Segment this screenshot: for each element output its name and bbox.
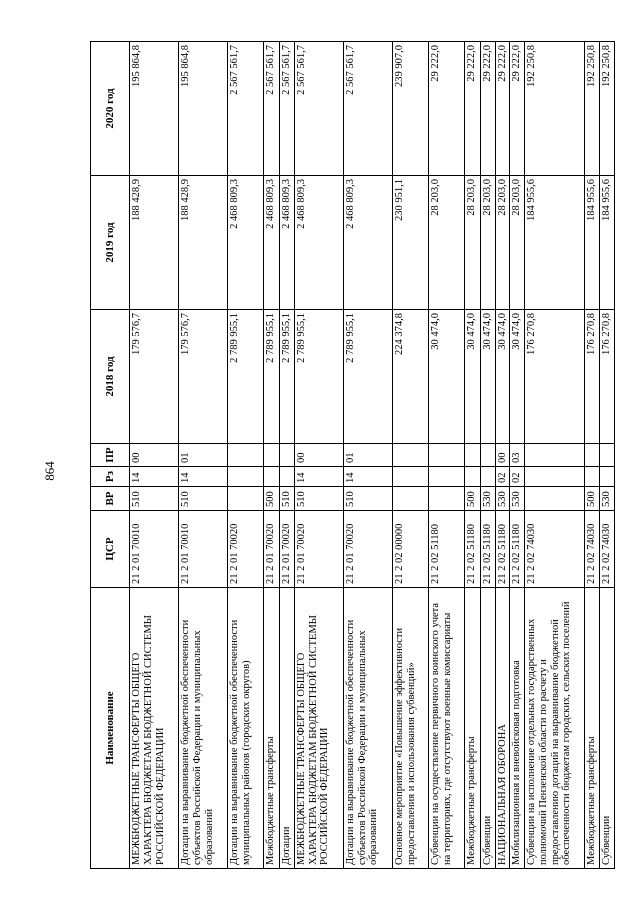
cell-pr: 00	[130, 444, 179, 467]
cell-2019: 2 468 809,3	[280, 176, 295, 310]
cell-vr: 500	[264, 487, 280, 511]
cell-vr: 530	[480, 487, 495, 511]
cell-pr: 01	[179, 444, 228, 467]
cell-2019: 230 951,1	[392, 176, 428, 310]
table-row	[428, 42, 464, 869]
cell-csr: 21 2 01 70020	[264, 511, 280, 588]
cell-vr: 500	[464, 487, 480, 511]
cell-pr	[599, 444, 614, 467]
cell-name: НАЦИОНАЛЬНАЯ ОБОРОНА	[495, 588, 510, 869]
cell-rz	[480, 467, 495, 487]
cell-2020: 29 222,0	[428, 42, 464, 176]
cell-pr: 00	[294, 444, 343, 467]
cell-csr: 21 2 01 70020	[294, 511, 343, 588]
cell-vr: 530	[495, 487, 510, 511]
cell-csr: 21 2 01 70020	[280, 511, 295, 588]
cell-csr: 21 2 02 00000	[392, 511, 428, 588]
cell-2018: 2 789 955,1	[228, 310, 264, 444]
cell-name: Дотации на выравнивание бюджетной обеспеченности муниципальных районов (городских округов)	[228, 588, 264, 869]
table-row	[280, 42, 295, 869]
cell-2019: 28 203,0	[510, 176, 525, 310]
cell-name: Субвенции на осуществление первичного воинского учета на территориях, где отсутствуют военные комиссариаты	[428, 588, 464, 869]
cell-2019: 28 203,0	[480, 176, 495, 310]
cell-2020: 2 567 561,7	[294, 42, 343, 176]
cell-2018: 30 474,0	[464, 310, 480, 444]
cell-csr: 21 2 02 51180	[428, 511, 464, 588]
cell-2020: 192 250,8	[599, 42, 614, 176]
cell-2018: 2 789 955,1	[280, 310, 295, 444]
cell-csr: 21 2 02 51180	[510, 511, 525, 588]
cell-name: Основное мероприятие «Повышение эффективности предоставления и использования субвенций»	[392, 588, 428, 869]
header-2019: 2019 год	[91, 176, 130, 310]
cell-csr: 21 2 02 74030	[599, 511, 614, 588]
table-row	[294, 42, 343, 869]
cell-csr: 21 2 02 51180	[495, 511, 510, 588]
cell-csr: 21 2 02 51180	[480, 511, 495, 588]
cell-pr	[480, 444, 495, 467]
cell-rz	[525, 467, 585, 487]
header-2020: 2020 год	[91, 42, 130, 176]
cell-csr: 21 2 02 51180	[464, 511, 480, 588]
budget-table	[90, 41, 615, 869]
cell-2019: 2 468 809,3	[264, 176, 280, 310]
table-viewport	[90, 42, 612, 869]
header-csr: ЦСР	[91, 511, 130, 588]
table-body	[130, 42, 615, 869]
cell-pr: 00	[495, 444, 510, 467]
cell-rz	[428, 467, 464, 487]
cell-vr	[525, 487, 585, 511]
cell-2020: 29 222,0	[464, 42, 480, 176]
cell-2020: 192 250,8	[585, 42, 600, 176]
cell-rz: 02	[510, 467, 525, 487]
cell-rz: 14	[343, 467, 392, 487]
cell-2018: 30 474,0	[480, 310, 495, 444]
cell-2019: 2 468 809,3	[228, 176, 264, 310]
table-row	[480, 42, 495, 869]
cell-2020: 195 864,8	[130, 42, 179, 176]
cell-2020: 2 567 561,7	[264, 42, 280, 176]
cell-2019: 28 203,0	[495, 176, 510, 310]
cell-pr	[280, 444, 295, 467]
table-row	[179, 42, 228, 869]
cell-name: Дотации	[280, 588, 295, 869]
cell-2018: 179 576,7	[130, 310, 179, 444]
cell-2020: 29 222,0	[480, 42, 495, 176]
cell-2018: 176 270,8	[585, 310, 600, 444]
cell-vr: 500	[585, 487, 600, 511]
cell-2018: 2 789 955,1	[264, 310, 280, 444]
table-row	[228, 42, 264, 869]
cell-2020: 2 567 561,7	[343, 42, 392, 176]
cell-pr	[228, 444, 264, 467]
cell-pr	[428, 444, 464, 467]
cell-vr: 510	[294, 487, 343, 511]
cell-rz	[280, 467, 295, 487]
cell-rz: 14	[294, 467, 343, 487]
cell-2019: 2 468 809,3	[343, 176, 392, 310]
cell-2019: 184 955,6	[599, 176, 614, 310]
cell-2018: 179 576,7	[179, 310, 228, 444]
header-rz: Рз	[91, 467, 130, 487]
cell-2019: 188 428,9	[130, 176, 179, 310]
table-row	[464, 42, 480, 869]
cell-vr: 530	[599, 487, 614, 511]
cell-vr: 530	[510, 487, 525, 511]
cell-name: Субвенции на исполнение отдельных государственных полномочий Пензенской области по расчету и предоставлению дотаций на выравнивание бюджетной обеспеченности бюджетам городских, сельских поселений	[525, 588, 585, 869]
cell-2018: 176 270,8	[599, 310, 614, 444]
cell-pr: 01	[343, 444, 392, 467]
cell-rz: 14	[130, 467, 179, 487]
cell-2020: 192 250,8	[525, 42, 585, 176]
cell-2020: 2 567 561,7	[280, 42, 295, 176]
cell-csr: 21 2 01 70010	[179, 511, 228, 588]
cell-csr: 21 2 01 70010	[130, 511, 179, 588]
cell-pr	[264, 444, 280, 467]
cell-2018: 30 474,0	[510, 310, 525, 444]
cell-2018: 30 474,0	[428, 310, 464, 444]
header-row	[91, 42, 130, 869]
cell-2020: 29 222,0	[510, 42, 525, 176]
header-2018: 2018 год	[91, 310, 130, 444]
cell-rz: 14	[179, 467, 228, 487]
table-row	[585, 42, 600, 869]
cell-name: Мобилизационная и вневойсковая подготовка	[510, 588, 525, 869]
header-name: Наименование	[91, 588, 130, 869]
cell-pr	[525, 444, 585, 467]
cell-rz	[599, 467, 614, 487]
rotated-table-container	[90, 42, 612, 869]
cell-2018: 2 789 955,1	[294, 310, 343, 444]
table-row	[495, 42, 510, 869]
table-row	[264, 42, 280, 869]
cell-name: МЕЖБЮДЖЕТНЫЕ ТРАНСФЕРТЫ ОБЩЕГО ХАРАКТЕРА БЮДЖЕТАМ БЮДЖЕТНОЙ СИСТЕМЫ РОССИЙСКОЙ ФЕДЕРАЦИИ	[294, 588, 343, 869]
cell-name: Межбюджетные трансферты	[464, 588, 480, 869]
cell-2019: 184 955,6	[585, 176, 600, 310]
cell-2018: 30 474,0	[495, 310, 510, 444]
cell-rz	[392, 467, 428, 487]
cell-pr	[585, 444, 600, 467]
table-row	[343, 42, 392, 869]
cell-rz	[228, 467, 264, 487]
cell-2019: 28 203,0	[464, 176, 480, 310]
cell-2018: 224 374,8	[392, 310, 428, 444]
cell-vr	[228, 487, 264, 511]
cell-pr	[392, 444, 428, 467]
cell-rz: 02	[495, 467, 510, 487]
page-number: 864	[42, 461, 57, 481]
cell-name: Субвенции	[599, 588, 614, 869]
cell-name: МЕЖБЮДЖЕТНЫЕ ТРАНСФЕРТЫ ОБЩЕГО ХАРАКТЕРА БЮДЖЕТАМ БЮДЖЕТНОЙ СИСТЕМЫ РОССИЙСКОЙ ФЕДЕРАЦИИ	[130, 588, 179, 869]
cell-2019: 2 468 809,3	[294, 176, 343, 310]
cell-csr: 21 2 02 74030	[525, 511, 585, 588]
cell-pr: 03	[510, 444, 525, 467]
cell-csr: 21 2 01 70020	[343, 511, 392, 588]
cell-vr	[392, 487, 428, 511]
cell-rz	[264, 467, 280, 487]
cell-2020: 29 222,0	[495, 42, 510, 176]
cell-2020: 2 567 561,7	[228, 42, 264, 176]
cell-vr	[428, 487, 464, 511]
cell-vr: 510	[280, 487, 295, 511]
cell-2019: 188 428,9	[179, 176, 228, 310]
cell-2020: 239 907,0	[392, 42, 428, 176]
cell-name: Дотации на выравнивание бюджетной обеспеченности субъектов Российской Федерации и муниципальных образований	[179, 588, 228, 869]
cell-rz	[464, 467, 480, 487]
cell-2018: 2 789 955,1	[343, 310, 392, 444]
table-row	[510, 42, 525, 869]
cell-2019: 184 955,6	[525, 176, 585, 310]
table-row	[525, 42, 585, 869]
table-row	[130, 42, 179, 869]
cell-rz	[585, 467, 600, 487]
cell-name: Межбюджетные трансферты	[264, 588, 280, 869]
cell-csr: 21 2 02 74030	[585, 511, 600, 588]
cell-csr: 21 2 01 70020	[228, 511, 264, 588]
table-row	[599, 42, 614, 869]
cell-name: Дотации на выравнивание бюджетной обеспеченности субъектов Российской Федерации и муниципальных образований	[343, 588, 392, 869]
cell-2018: 176 270,8	[525, 310, 585, 444]
cell-pr	[464, 444, 480, 467]
header-pr: ПР	[91, 444, 130, 467]
cell-2020: 195 864,8	[179, 42, 228, 176]
cell-vr: 510	[343, 487, 392, 511]
cell-vr: 510	[179, 487, 228, 511]
table-row	[392, 42, 428, 869]
cell-2019: 28 203,0	[428, 176, 464, 310]
cell-vr: 510	[130, 487, 179, 511]
cell-name: Межбюджетные трансферты	[585, 588, 600, 869]
header-vr: ВР	[91, 487, 130, 511]
cell-name: Субвенции	[480, 588, 495, 869]
